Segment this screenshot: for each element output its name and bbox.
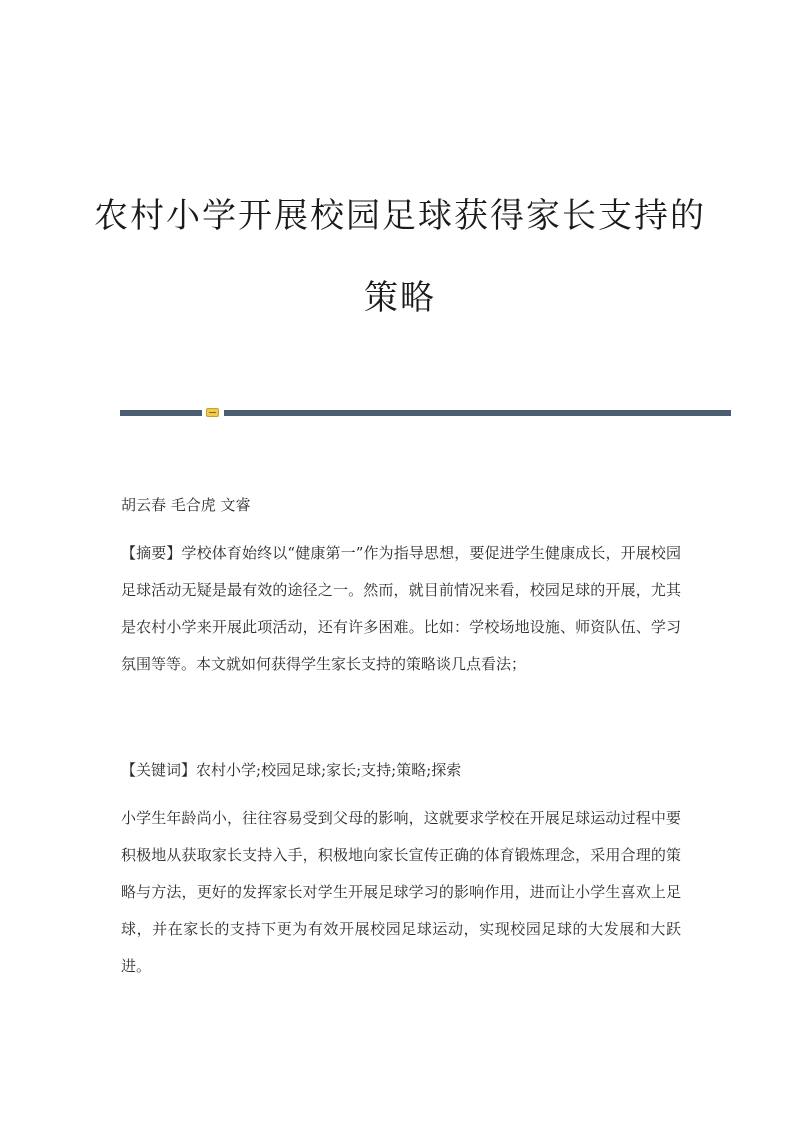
title-divider: [120, 407, 731, 417]
abstract-paragraph: [121, 535, 681, 683]
body-paragraph: 小学生年龄尚小，往往容易受到父母的影响，这就要求学校在开展足球运动过程中要积极地从获取家长支持入手，积极地向家长宣传正确的体育锻炼理念，采用合理的策略与方法，更好的发挥家长对学生开展足球学习的影响作用，进而让小学生喜欢上足球，并在家长的支持下更为有效开展校园足球运动，实现校园足球的大发展和大跃进。: [121, 809, 681, 975]
document-title-line-1: 农村小学开展校园足球获得家长支持的: [94, 196, 706, 236]
keywords-label: 【关键词】: [121, 761, 197, 779]
body-section: [121, 800, 681, 985]
abstract-text: 学校体育始终以“健康第一”作为指导思想，要促进学生健康成长，开展校园足球活动无疑是最有效的途径之一。然而，就目前情况来看，校园足球的开展，尤其是农村小学来开展此项活动，还有许多困难。比如：学校场地设施、师资队伍、学习氛围等等。本文就如何获得学生家长支持的策略谈几点看法；: [121, 544, 681, 673]
divider-bar-right: [224, 410, 731, 416]
abstract-section: [121, 535, 681, 683]
keywords-text: 农村小学;校园足球;家长;支持;策略;探索: [196, 761, 462, 779]
divider-bar-left: [120, 410, 202, 416]
keywords-paragraph: [121, 752, 681, 789]
divider-emblem-icon: [206, 408, 219, 417]
document-title-line-2: 策略: [364, 278, 436, 318]
abstract-label: 【摘要】: [121, 544, 182, 562]
authors-line: 胡云春 毛合虎 文睿: [121, 496, 251, 514]
keywords-section: [121, 752, 681, 789]
